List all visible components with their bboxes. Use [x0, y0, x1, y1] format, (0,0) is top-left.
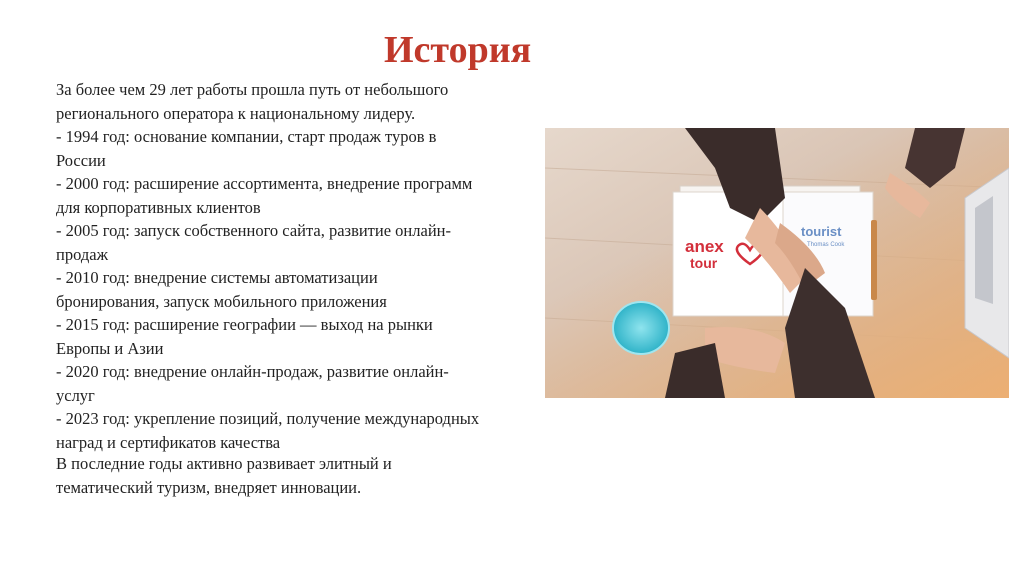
anex-logo: anex — [685, 237, 724, 256]
water-glass — [613, 302, 669, 354]
paragraph-line: регионального оператора к национальному лидеру. — [56, 103, 416, 123]
paragraph-line: России — [56, 150, 106, 170]
slide-title: История — [384, 29, 532, 71]
milestone-2010: - 2010 год: внедрение системы автоматизации — [56, 268, 378, 287]
tourist-logo: tourist — [801, 224, 842, 239]
history-paragraph — [56, 78, 556, 454]
paragraph-line: Европы и Азии — [56, 338, 164, 358]
milestone-2000: - 2000 год: расширение ассортимента, внедрение программ — [56, 174, 473, 193]
thomas-cook-logo: Thomas Cook — [807, 242, 845, 248]
pen-icon — [871, 220, 877, 300]
closing-paragraph — [56, 452, 536, 499]
paragraph-line: для корпоративных клиентов — [56, 197, 261, 217]
paragraph-line: услуг — [56, 385, 95, 405]
milestone-2015: - 2015 год: расширение географии — выход на рынки — [56, 315, 433, 334]
milestone-2023: - 2023 год: укрепление позиций, получение международных — [56, 409, 480, 428]
milestone-2005: - 2005 год: запуск собственного сайта, развитие онлайн- — [56, 221, 451, 240]
paragraph-line: наград и сертификатов качества — [56, 432, 281, 452]
paragraph-line: продаж — [56, 244, 108, 264]
closing-line: В последние годы активно развивает элитный и — [56, 454, 392, 473]
anex-logo-tour: tour — [690, 255, 718, 271]
milestone-2020: - 2020 год: внедрение онлайн-продаж, развитие онлайн- — [56, 362, 449, 381]
milestone-1994: - 1994 год: основание компании, старт продаж туров в — [56, 127, 437, 146]
paragraph-line: бронирования, запуск мобильного приложения — [56, 291, 387, 311]
handshake-photo — [545, 128, 1009, 398]
closing-line: тематический туризм, внедряет инновации. — [56, 477, 362, 497]
paragraph-line: За более чем 29 лет работы прошла путь от небольшого — [56, 80, 449, 99]
